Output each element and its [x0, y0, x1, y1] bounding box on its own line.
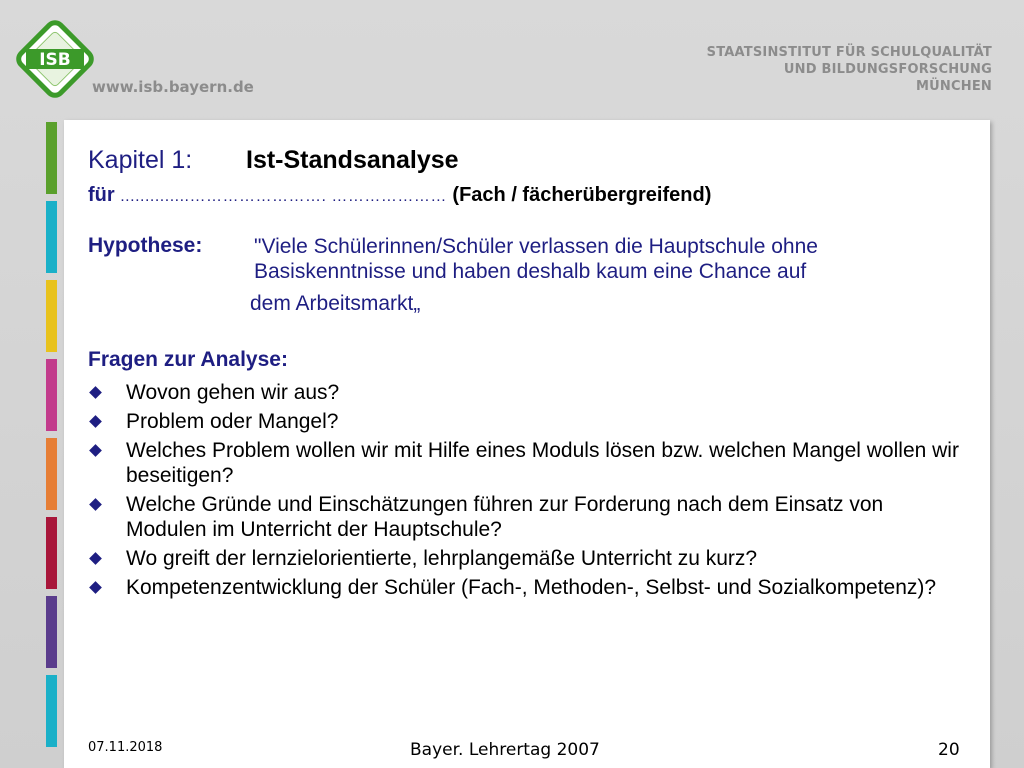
questions-list [88, 380, 968, 604]
question-text: Welches Problem wollen wir mit Hilfe eines Moduls lösen bzw. welchen Mangel wollen wir beseitigen? [126, 439, 959, 487]
institute-line-1: STAATSINSTITUT FÜR SCHULQUALITÄT [706, 45, 992, 60]
footer-event: Bayer. Lehrertag 2007 [410, 740, 600, 760]
hypothesis-text [254, 234, 974, 284]
question-text: Kompetenzentwicklung der Schüler (Fach-, Methoden-, Selbst- und Sozialkompetenz)? [126, 576, 937, 599]
hypothesis-line-1: "Viele Schülerinnen/Schüler verlassen die Hauptschule ohne [254, 235, 818, 258]
strip-segment [46, 280, 57, 352]
hypothesis-label: Hypothese: [88, 234, 203, 257]
institute-line-3: MÜNCHEN [916, 79, 992, 94]
list-item [88, 409, 968, 434]
isb-logo [12, 16, 98, 102]
strip-segment [46, 517, 57, 589]
hypothesis-line-2: Basiskenntnisse und haben deshalb kaum eine Chance auf [254, 260, 807, 283]
list-item [88, 438, 968, 488]
footer-date: 07.11.2018 [88, 740, 163, 755]
questions-title: Fragen zur Analyse: [88, 348, 288, 371]
strip-segment [46, 359, 57, 431]
strip-segment [46, 122, 57, 194]
list-item [88, 380, 968, 405]
question-text: Welche Gründe und Einschätzungen führen zur Forderung nach dem Einsatz von Modulen im Unterricht der Hauptschule? [126, 493, 884, 541]
page-number: 20 [938, 740, 960, 760]
institute-line-2: UND BILDUNGSFORSCHUNG [783, 62, 992, 77]
question-text: Problem oder Mangel? [126, 410, 339, 433]
subject-placeholder-dots: ..............……………………. ………………… [120, 188, 447, 205]
subject-hint: (Fach / fächerübergreifend) [452, 184, 712, 206]
website-url[interactable]: www.isb.bayern.de [92, 78, 254, 96]
question-text: Wovon gehen wir aus? [126, 381, 340, 404]
strip-segment [46, 675, 57, 747]
slide-title [88, 146, 459, 175]
institute-name [707, 44, 992, 95]
logo-text: ISB [39, 50, 71, 70]
list-item [88, 546, 968, 571]
hypothesis-line-3: dem Arbeitsmarkt„ [250, 292, 421, 315]
topic-title: Ist-Standsanalyse [246, 146, 459, 174]
slide-content [64, 120, 990, 768]
list-item [88, 492, 968, 542]
diamond-bullet-icon [89, 386, 102, 399]
subject-line [88, 184, 711, 207]
diamond-bullet-icon [89, 415, 102, 428]
strip-segment [46, 201, 57, 273]
strip-segment [46, 438, 57, 510]
strip-segment [46, 596, 57, 668]
color-strip [46, 122, 57, 754]
diamond-bullet-icon [89, 444, 102, 457]
chapter-label: Kapitel 1: [88, 146, 193, 174]
list-item [88, 575, 968, 600]
diamond-bullet-icon [89, 552, 102, 565]
diamond-bullet-icon [89, 581, 102, 594]
question-text: Wo greift der lernzielorientierte, lehrplangemäße Unterricht zu kurz? [126, 547, 758, 570]
diamond-bullet-icon [89, 498, 102, 511]
for-label: für [88, 184, 115, 206]
